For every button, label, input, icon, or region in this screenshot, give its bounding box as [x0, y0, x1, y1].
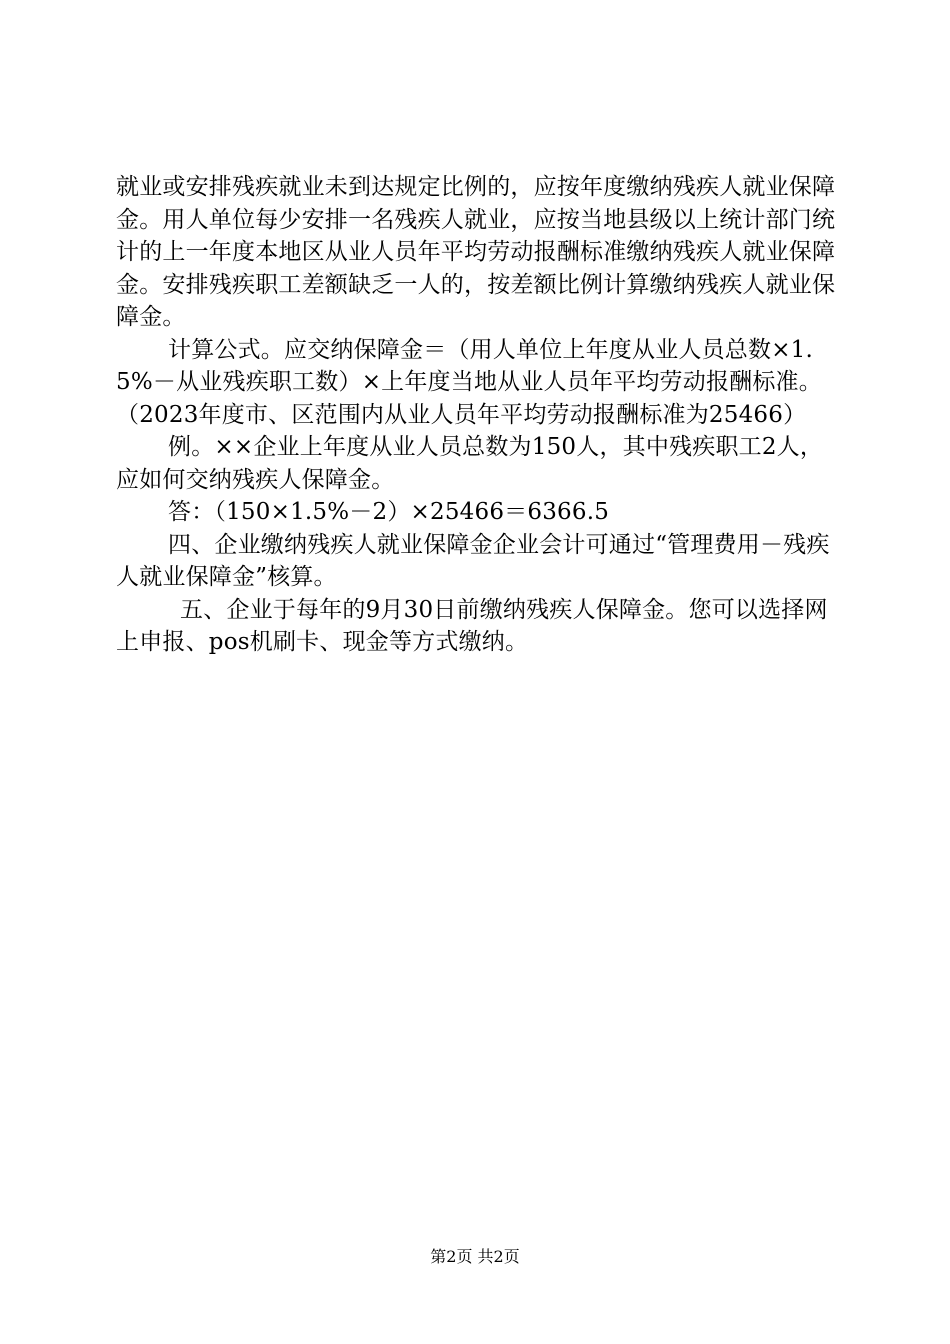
- paragraph-section-four: 四、企业缴纳残疾人就业保障金企业会计可通过“管理费用－残疾人就业保障金”核算。: [116, 531, 830, 590]
- paragraph-example: 例。××企业上年度从业人员总数为150人，其中残疾职工2人，应如何交纳残疾人保障金。: [116, 434, 824, 493]
- document-body: [116, 171, 841, 659]
- page-footer: 第2页 共2页: [430, 1247, 520, 1266]
- paragraph-section-five: 五、企业于每年的9月30日前缴纳残疾人保障金。您可以选择网上申报、pos机刷卡、现金等方式缴纳。: [116, 596, 828, 655]
- paragraph-answer: 答：（150×1.5%－2）×25466＝6366.5: [168, 499, 610, 525]
- paragraph-formula: 计算公式。应交纳保障金＝（用人单位上年度从业人员总数×1.5%－从业残疾职工数）×上年度当地从业人员年平均劳动报酬标准。（2023年度市、区范围内从业人员年平均劳动报酬标准为25466）: [116, 336, 822, 428]
- paragraph-continuation: 就业或安排残疾就业未到达规定比例的，应按年度缴纳残疾人就业保障金。用人单位每少安排一名残疾人就业，应按当地县级以上统计部门统计的上一年度本地区从业人员年平均劳动报酬标准缴纳残疾人就业保障金。安排残疾职工差额缺乏一人的，按差额比例计算缴纳残疾人就业保障金。: [116, 174, 836, 330]
